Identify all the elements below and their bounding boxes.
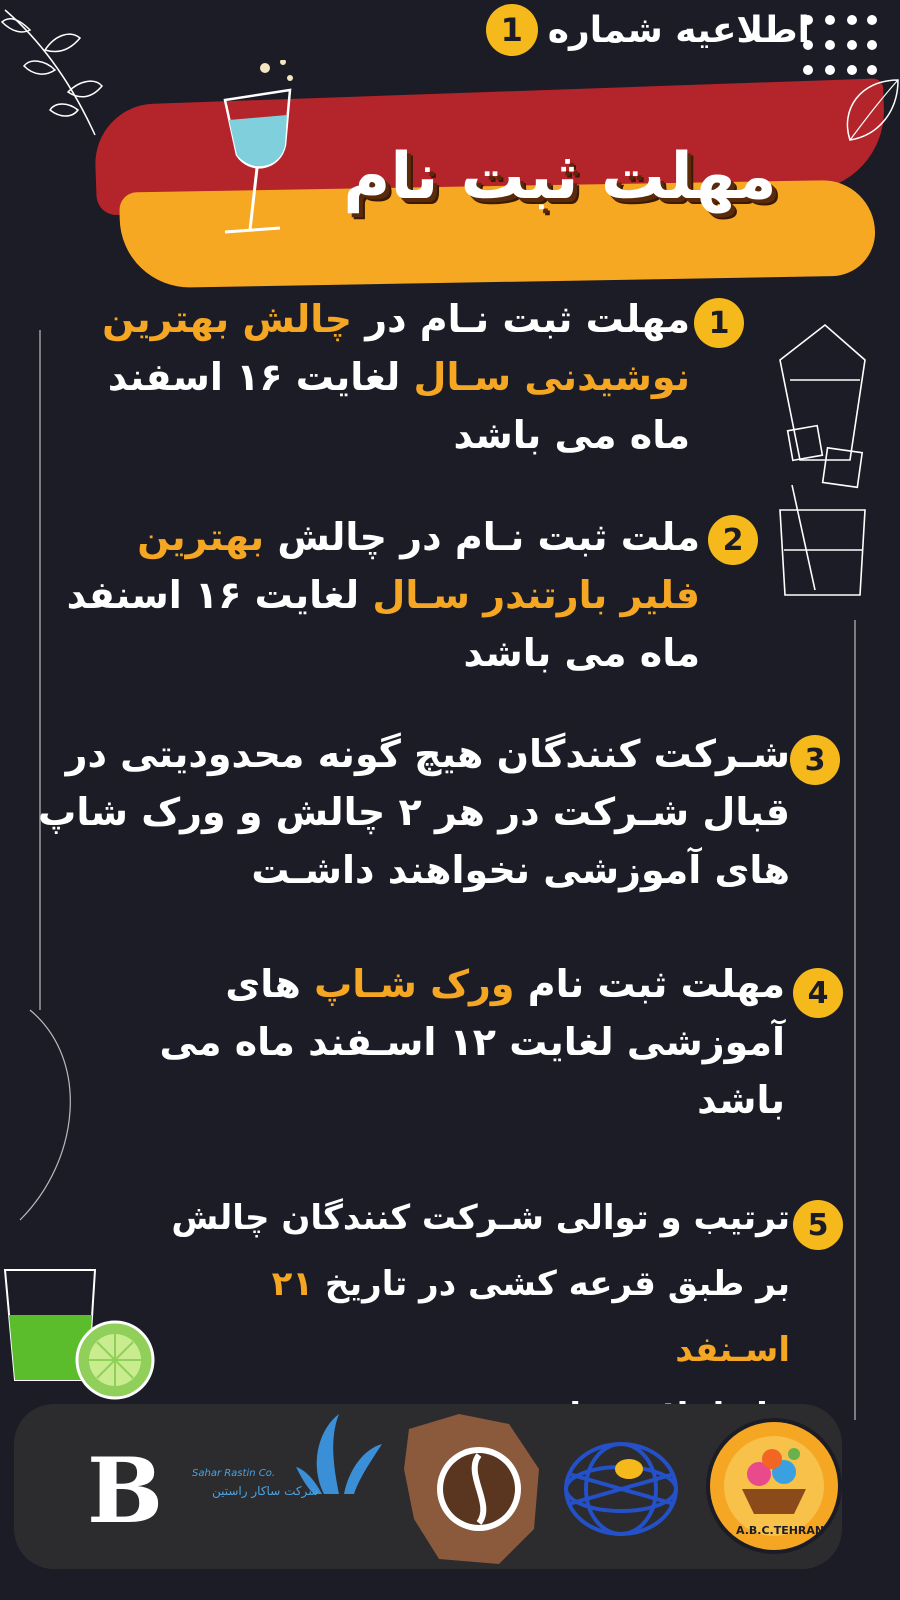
highlighted-text: بهترین [137,515,265,559]
item-text: لغایت ۱۶ اسنفد [66,573,373,617]
item-1-text [40,290,690,464]
item-text: ماه می باشد [463,631,700,675]
item-text: ماه می باشد [453,413,690,457]
notice-number-badge: 1 [486,4,538,56]
item-line [40,406,690,464]
item-line [120,1071,785,1129]
item-text: مهلت ثبت نام [514,962,785,1006]
lime-drink-icon [0,1230,170,1410]
item-2-number-badge: 2 [708,515,758,565]
item-2-text [60,508,700,682]
leaf-outline-icon [830,70,900,150]
sahar-rastin-english-text: Sahar Rastin Co. [192,1468,276,1479]
item-line [30,841,790,899]
svg-text:B: B [87,1444,164,1534]
highlighted-text: ۲۱ اسـنفد [271,1264,790,1370]
item-line [40,348,690,406]
item-5-number-badge: 5 [793,1200,843,1250]
item-line [30,783,790,841]
item-text: قبال شـرکت در هر ۲ چالش و ورک شاپ [38,790,790,834]
highlighted-text: ورک شـاپ [314,962,515,1006]
item-text: بر طبق قرعه کشی در تاریخ [313,1264,790,1304]
sahar-rastin-persian-text: شرکت ساکار راستین [212,1484,319,1498]
list-item-4 [120,955,785,1129]
item-line [30,725,790,783]
page-title: مهلت ثبت نام [343,140,777,214]
globe-network-logo [559,1429,684,1549]
item-text: های آموزشی نخواهند داشـت [251,848,790,892]
item-line [60,566,700,624]
item-text: شـرکت کنندگان هیچ گونه محدودیتی در [65,732,790,776]
list-item-3 [30,725,790,899]
letter-b-logo [79,1444,169,1534]
item-text: باشد [697,1078,785,1122]
item-line [60,624,700,682]
cocktail-shaker-icon [770,320,890,610]
leaf-branch-icon [0,0,110,140]
list-item-1 [40,290,690,464]
abc-tehran-text: A.B.C.TEHRAN [736,1524,825,1537]
item-line [120,955,785,1013]
item-4-number-badge: 4 [793,968,843,1018]
item-line [40,290,690,348]
item-4-text [120,955,785,1129]
notice-header [486,4,810,56]
item-text: ملت ثبت نـام در چالش [264,515,700,559]
item-text: های [225,962,315,1006]
item-1-number-badge: 1 [694,298,744,348]
highlighted-text: فلیر بارتندر سـال [372,573,700,617]
highlighted-text: نوشیدنی سـال [413,355,690,399]
item-text: آموزشی لغایت ۱۲ اسـفند ماه می [159,1020,785,1064]
item-3-text [30,725,790,899]
notice-label: اطلاعیه شماره [547,9,810,51]
item-line [60,508,700,566]
item-line [150,1251,790,1383]
abc-tehran-logo [704,1414,844,1559]
iran-map-coffee-logo [399,1409,549,1569]
list-item-2 [60,508,700,682]
highlighted-text: چالش بهترین [102,297,352,341]
item-text: مهلت ثبت نـام در [351,297,690,341]
item-line [120,1013,785,1071]
item-text: لغایت ۱۶ اسفند [107,355,414,399]
item-text: ترتیب و توالی شـرکت کنندگان چالش [171,1198,790,1238]
item-3-number-badge: 3 [790,735,840,785]
sponsor-logos-footer [14,1404,842,1569]
item-line [150,1185,790,1251]
